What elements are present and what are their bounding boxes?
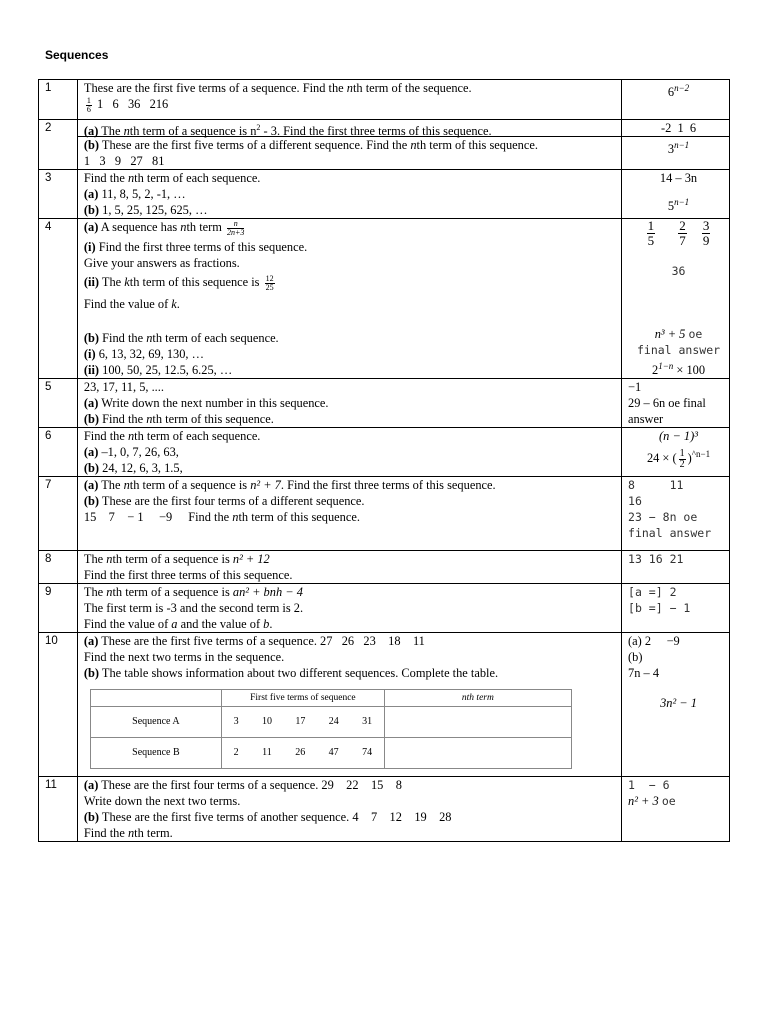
question-text: The nth term of a sequence is n² + 12 Find the first three terms of this sequence.	[77, 551, 621, 584]
fraction: $\frac{12}{25}$	[265, 273, 274, 292]
question-row-3	[39, 170, 730, 219]
sequences-table	[90, 689, 572, 769]
nth-term-input[interactable]	[384, 738, 571, 769]
questions-table	[38, 79, 730, 842]
question-number: 7	[39, 477, 78, 551]
question-number: 10	[39, 633, 78, 777]
question-row-1	[39, 80, 730, 120]
question-text: Find the nth term of each sequence. (a) –1, 0, 7, 26, 63, (b) 24, 12, 6, 3, 1.5,	[77, 428, 621, 477]
question-number: 2	[39, 120, 78, 170]
page-title: Sequences	[45, 48, 109, 62]
fraction: $\frac{1}{6}$	[86, 95, 91, 114]
question-row-10	[39, 633, 730, 777]
question-number: 9	[39, 584, 78, 633]
answer-cell: 13 16 21	[622, 551, 730, 584]
question-text: (b) These are the first five terms of a different sequence. Find the nth term of this sequence. 1 3 9 27 81	[77, 137, 621, 170]
question-row-5	[39, 379, 730, 428]
answer-cell: −1 29 – 6n oe final answer	[622, 379, 730, 428]
question-text: (a) The nth term of a sequence is n² + 7. Find the first three terms of this sequence. (b) These are the first four terms of a different sequence. 15 7 − 1 −9 Find the nth term of this sequence.	[77, 477, 621, 551]
question-number: 5	[39, 379, 78, 428]
sequence-name: Sequence A	[90, 707, 221, 738]
answer-cell: [a =] 2 [b =] − 1	[622, 584, 730, 633]
sequence-name: Sequence B	[90, 738, 221, 769]
question-number: 8	[39, 551, 78, 584]
answer-cell: (a) 2 −9 (b) 7n – 4 3n² − 1	[622, 633, 730, 777]
question-text: These are the first five terms of a sequence. Find the nth term of the sequence. $\frac{1}{6}$ 1 6 36 216	[77, 80, 621, 120]
answer-cell: $\frac{1}{5}$ $\frac{2}{7}$ $\frac{3}{9}$ 36 n³ + 5 oe final answer $2^{1-n} \times 100$	[622, 219, 730, 379]
question-number: 6	[39, 428, 78, 477]
question-text: (a) The nth term of a sequence is $n^2 - 3$. Find the first three terms of this sequence.	[77, 120, 621, 137]
answer-cell: (n − 1)³ 24 × ( $\frac{1}{2}$ )$^{\^{}n-1}$	[622, 428, 730, 477]
question-row-2b	[39, 137, 730, 170]
table-header-nth: nth term	[384, 690, 571, 707]
question-text: 23, 17, 11, 5, .... (a) Write down the next number in this sequence. (b) Find the nth term of this sequence.	[77, 379, 621, 428]
answer-cell: 1 − 6 n² + 3 oe	[622, 777, 730, 842]
question-number: 3	[39, 170, 78, 219]
fraction: $\frac{n}{2n+3}$	[227, 218, 245, 237]
question-text: (a) These are the first four terms of a sequence. 29 22 15 8 Write down the next two terms. (b) These are the first five terms of another sequence. 4 7 12 19 28 Find the nth term.	[77, 777, 621, 842]
answer-cell: $6^{n-2}$	[622, 80, 730, 120]
question-row-6	[39, 428, 730, 477]
answer-cell: -2 1 6	[622, 120, 730, 137]
question-text: (a) These are the first five terms of a sequence. 27 26 23 18 11 Find the next two terms in the sequence. (b) The table shows information about two different sequences. Complete the table. First five terms of sequence nth term Sequence A 3 10 17 24 31 Sequence B 2 11 26 47 74	[77, 633, 621, 777]
question-row-9	[39, 584, 730, 633]
nth-term-input[interactable]	[384, 707, 571, 738]
table-header-terms: First five terms of sequence	[221, 690, 384, 707]
table-row: Sequence A 3 10 17 24 31	[90, 707, 571, 738]
answer-cell: 14 – 3n $5^{n-1}$	[622, 170, 730, 219]
answer-cell: 8 11 16 23 − 8n oe final answer	[622, 477, 730, 551]
question-text: (a) A sequence has nth term $\frac{n}{2n+3}$ (i) Find the first three terms of this sequence. Give your answers as fractions. (ii) The kth term of this sequence is $\frac{12}{25}$ Find the value of k. (b) Find the nth term of each sequence. (i) 6, 13, 32, 69, 130, … (ii) 100, 50, 25, 12.5, 6.25, …	[77, 219, 621, 379]
question-number: 1	[39, 80, 78, 120]
table-row: Sequence B 2 11 26 47 74	[90, 738, 571, 769]
question-row-2a	[39, 120, 730, 137]
question-row-4	[39, 219, 730, 379]
question-row-7	[39, 477, 730, 551]
question-number: 11	[39, 777, 78, 842]
question-text: Find the nth term of each sequence. (a) 11, 8, 5, 2, -1, … (b) 1, 5, 25, 125, 625, …	[77, 170, 621, 219]
answer-cell: $3^{n-1}$	[622, 137, 730, 170]
question-text: The nth term of a sequence is an² + bnh − 4 The first term is -3 and the second term is 2. Find the value of a and the value of b.	[77, 584, 621, 633]
question-number: 4	[39, 219, 78, 379]
question-row-11	[39, 777, 730, 842]
question-row-8	[39, 551, 730, 584]
